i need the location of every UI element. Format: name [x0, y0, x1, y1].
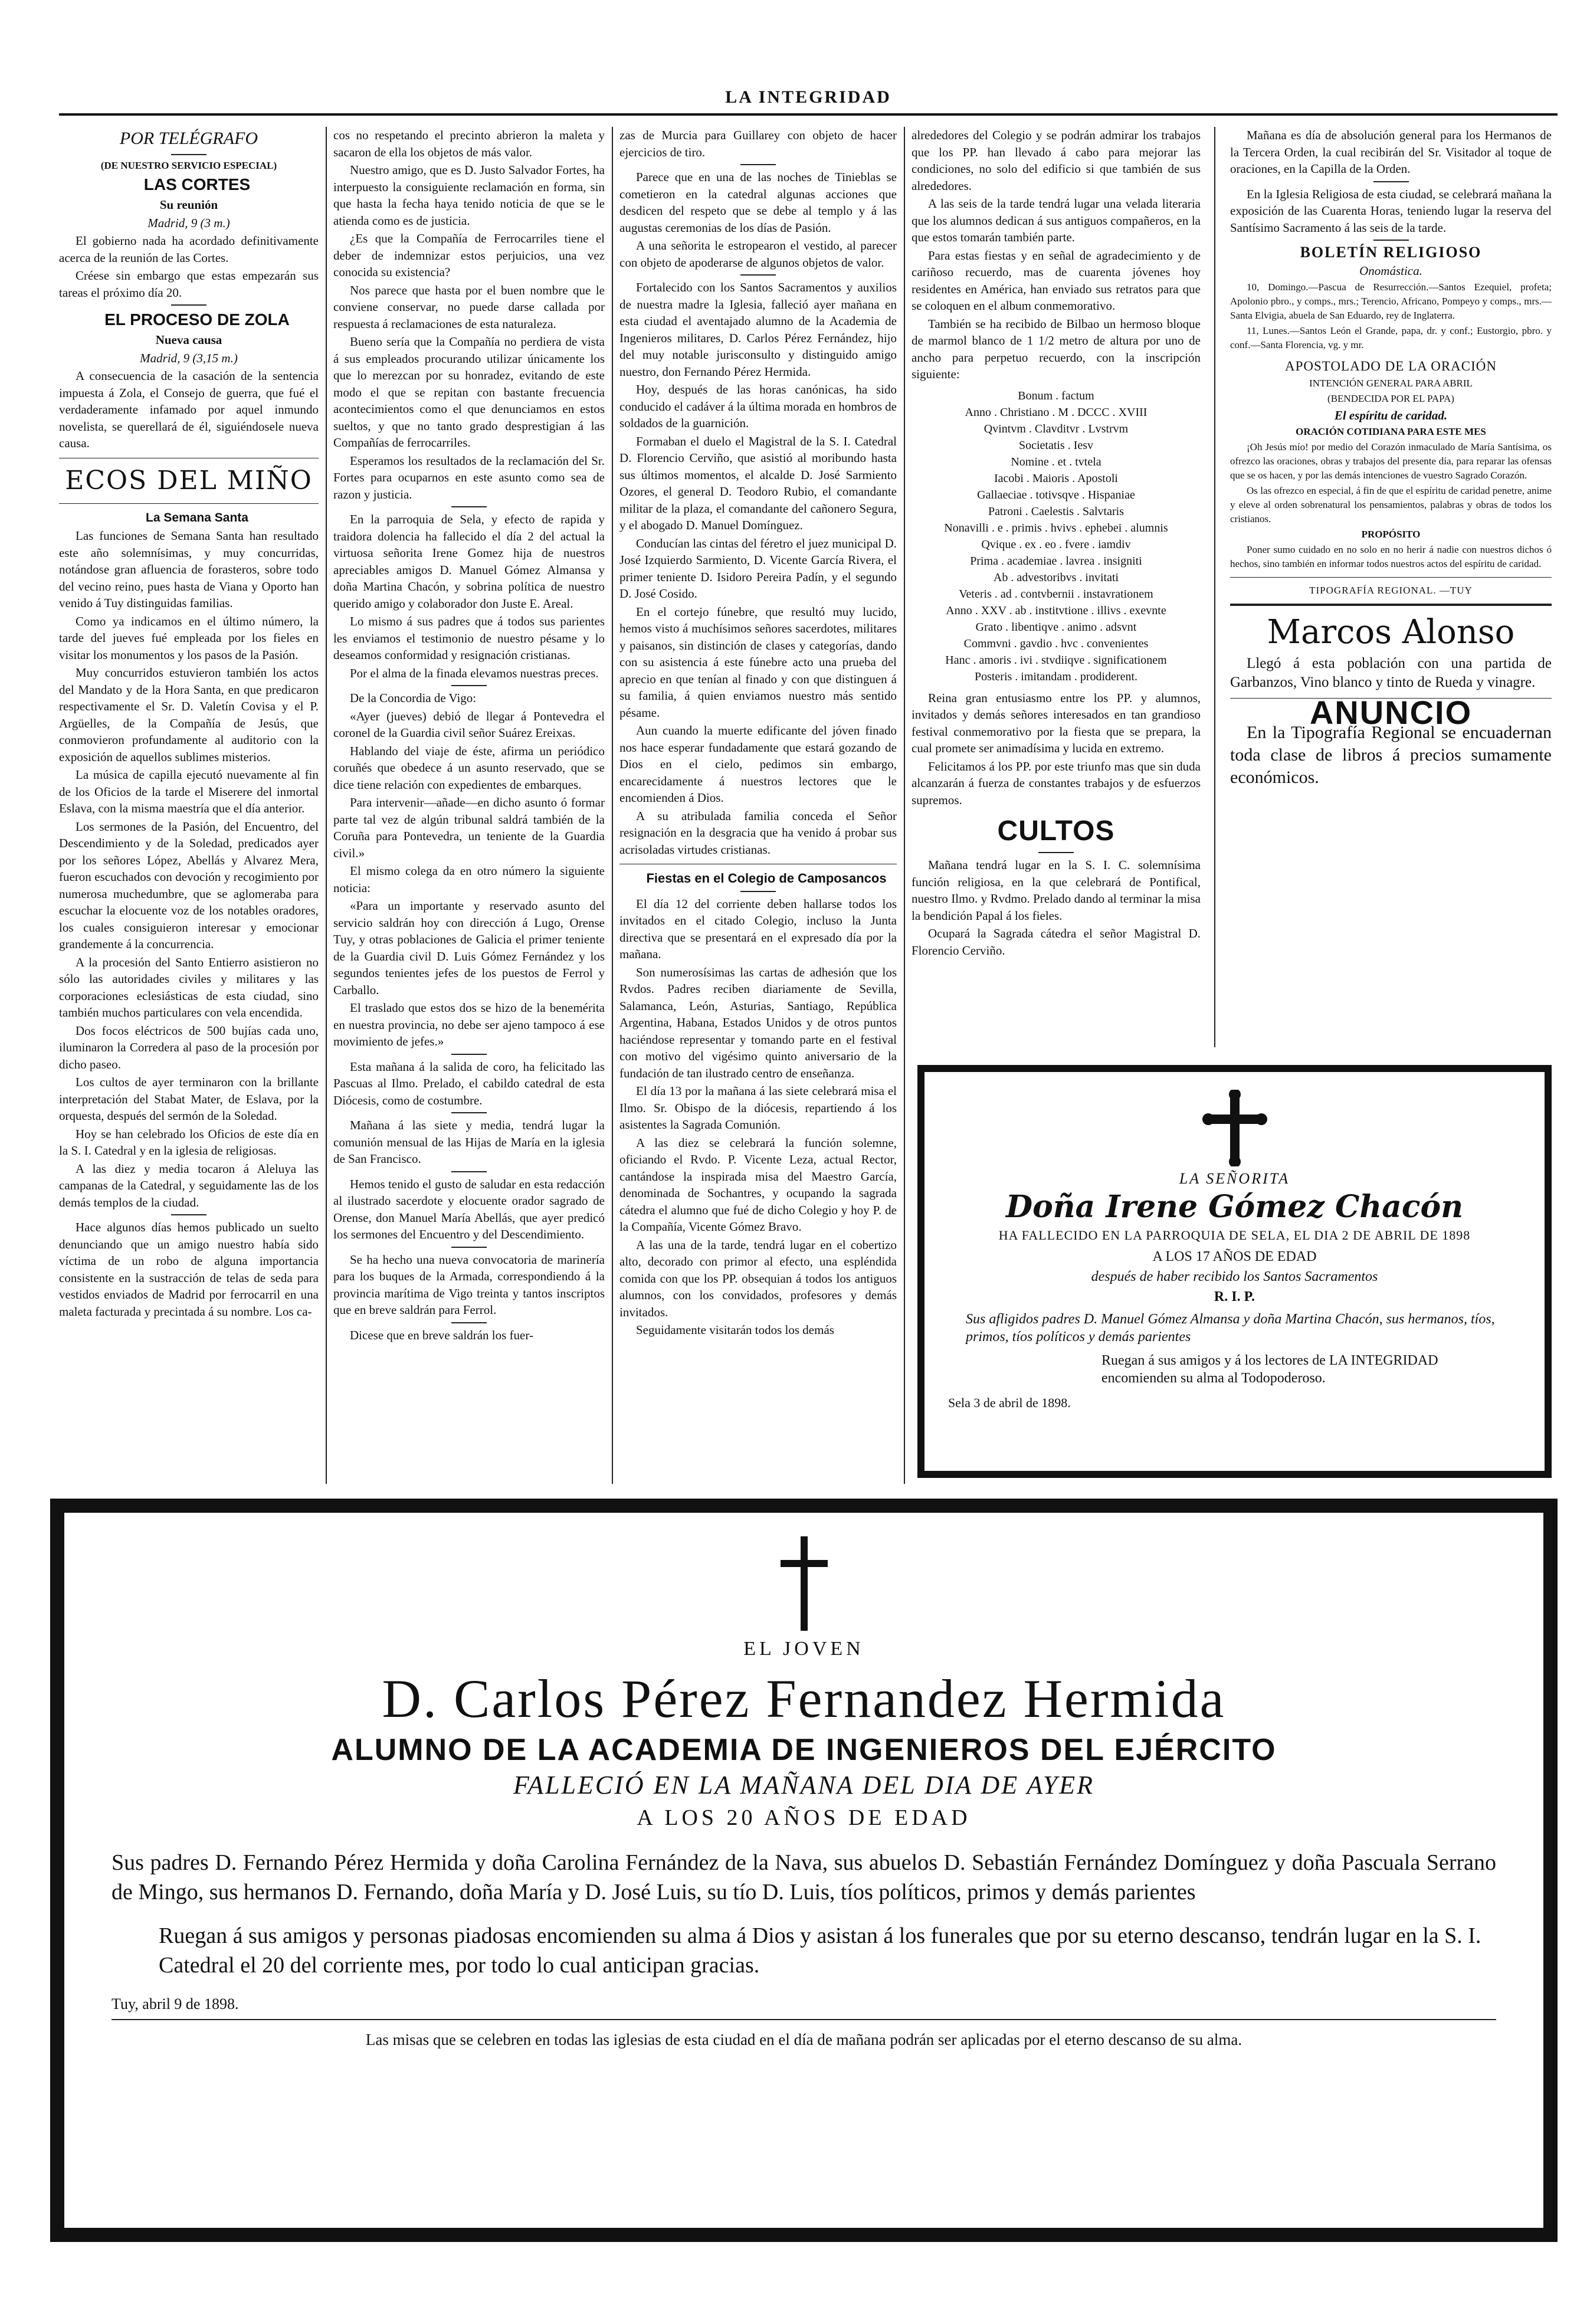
paragraph: Formaban el duelo el Magistral de la S. I. Catedral D. Florencio Cerviño, que asistió al moribundo hasta sus últimos momentos, el alcalde D. José Sarmiento Ozores, el general D. Teodoro Rubio, el comandante militar de la plaza, el comandante del cañonero Segura, y el abogado D. Manuel Domínguez. [619, 434, 897, 532]
notice-line: A LOS 20 AÑOS DE EDAD [637, 1805, 971, 1830]
inscription-line: Grato . libentiqve . animo . adsvnt [975, 620, 1137, 634]
notice-date: Sela 3 de abril de 1898. [948, 1395, 1071, 1410]
subheadline: ORACIÓN COTIDIANA PARA ESTE MES [1296, 426, 1486, 437]
paragraph: Llegó á esta población con una partida de Garbanzos, Vino blanco y tinto de Rueda y vinagre. [1230, 655, 1552, 690]
paragraph: De la Concordia de Vigo: [350, 691, 477, 705]
paragraph: Nos parece que hasta por el buen nombre que le conviene conservar, no puede darse callada por respuesta á reclamaciones de esta naturaleza. [333, 283, 605, 331]
inscription-line: Qvique . ex . eo . fvere . iamdiv [981, 537, 1131, 551]
paragraph: Para estas fiestas y en señal de agradecimiento y de cariñoso recuerdo, mas de cuarenta jóvenes hoy residentes en América, han enviado sus retratos para que se coloquen en el album conmemorativo. [912, 248, 1201, 313]
column-2 [333, 127, 605, 1484]
headline-anuncio: ANUNCIO [1309, 694, 1473, 731]
notice-family: Sus padres D. Fernando Pérez Hermida y doña Carolina Fernández de la Nava, sus abuelos D. Sebastián Fernández Domínguez y doña Pascuala Serrano de Mingo, sus hermanos D. Fernando, doña María y D. José Luis, su tío D. Luis, tíos políticos, primos y demás parientes [112, 1850, 1496, 1905]
notice-date: Tuy, abril 9 de 1898. [112, 1995, 239, 2012]
paragraph: Se ha hecho una nueva convocatoria de marinería para los buques de la Armada, correspondiendo á la provincia marítima de Vigo treinta y tantos inscriptos que en breve saldrán para Ferrol. [333, 1252, 605, 1317]
subheadline: Su reunión [159, 198, 218, 212]
paragraph: Conducían las cintas del féretro el juez municipal D. José Izquierdo Sarmiento, D. Vicente García Rivera, el primer teniente D. Isidoro Pereira Padín, y el segundo D. José Cosido. [619, 536, 897, 601]
inscription-line: Prima . academiae . lavrea . insigniti [970, 554, 1142, 568]
paragraph: A las diez se celebrará la función solemne, oficiando el Rvdo. P. Vicente Leza, actual Rector, cantándose la inspirada misa del Maestro García, denominada de Sochantres, y ocupando la sagrada cátedra el alumno que fué de dicho Colegio y hoy P. de la Compañía, Vicente Gómez Bravo. [619, 1135, 897, 1234]
death-notice-irene [917, 1065, 1552, 1478]
paragraph: A las seis de la tarde tendrá lugar una velada literaria que los alumnos dedican á sus antiguos compañeros, en la que estos tomarán también parte. [912, 196, 1201, 244]
divider [1230, 577, 1552, 578]
paragraph: Esta mañana á la salida de coro, ha felicitado las Pascuas al Ilmo. Prelado, el cabildo catedral de esta Diócesis, como de costumbre. [333, 1059, 605, 1107]
divider [451, 1171, 487, 1172]
paragraph: A las diez y media tocaron á Aleluya las campanas de la Catedral, y seguidamente las de los demás templos de la ciudad. [59, 1161, 319, 1209]
notice-line: A LOS 17 AÑOS DE EDAD [1152, 1249, 1317, 1264]
inscription-line: Commvni . gavdio . hvc . convenientes [963, 637, 1149, 650]
paragraph: A la procesión del Santo Entierro asistieron no sólo las autoridades civiles y militares y las corporaciones eclesiásticas de esta ciudad, sino también muchos particulares con vela encendida. [59, 955, 319, 1020]
headline-apostolado: APOSTOLADO DE LA ORACIÓN [1284, 359, 1497, 373]
rip-label: R. I. P. [1214, 1289, 1255, 1304]
paragraph: Poner sumo cuidado en no solo en no herir á nadie con nuestros dichos ó hechos, sino también en informar todos nuestros actos del espíritu de caridad. [1230, 544, 1552, 569]
paragraph: Hemos tenido el gusto de saludar en esta redacción al ilustrado sacerdote y elocuente orador sagrado de Orense, don Manuel María Abellás, que ayer predicó los sermones del Encuentro y del Descendimiento. [333, 1176, 605, 1241]
paragraph: Los cultos de ayer terminaron con la brillante interpretación del Stabat Mater, de Eslava, por la orquesta, después del sermón de la Soledad. [59, 1075, 319, 1123]
subheadline: (BENDECIDA POR EL PAPA) [1327, 392, 1454, 404]
paragraph: Hoy se han celebrado los Oficios de este día en la S. I. Catedral y en la iglesia de religiosas. [59, 1126, 319, 1158]
subheadline: Nueva causa [155, 333, 222, 347]
dateline: Madrid, 9 (3,15 m.) [140, 350, 238, 365]
paragraph: En el cortejo fúnebre, que resultó muy lucido, hemos visto á muchísimos señores sacerdotes, militares y paisanos, sin distinción de clases y categorías, dando con su asistencia á este fúnebre acto una prueba del aprecio en que tenían al finado y con que distinguen á su familia, á quien enviamos nuestro más sentido pésame. [619, 604, 897, 720]
inscription-line: Bonum . factum [1018, 389, 1094, 402]
paragraph: Mañana es día de absolución general para los Hermanos de la Tercera Orden, la cual recibirán del Sr. Visitador al toque de oraciones, en la Capilla de la Orden. [1230, 128, 1552, 176]
paragraph: Felicitamos á los PP. por este triunfo mas que sin duda alcanzarán á fuerza de constantes trabajos y de esfuerzos supremos. [912, 759, 1201, 807]
paragraph: 11, Lunes.—Santos León el Grande, papa, dr. y conf.; Eustorgio, pbro. y conf.—Santa Florencia, vg. y mr. [1230, 325, 1552, 350]
inscription-line: Anno . XXV . ab . institvtione . illivs . exevnte [946, 604, 1166, 617]
inscription-line: Iacobi . Maioris . Apostoli [994, 471, 1118, 485]
inscription-line: Gallaeciae . totivsqve . Hispaniae [977, 488, 1135, 501]
divider [740, 164, 776, 165]
paragraph: Las funciones de Semana Santa han resultado este año solemnísimas, y muy concurridas, notándose gran afluencia de forasteros, sobre todo del vecino reino, pues hasta de Viana y Oporto han venido á Tuy distinguidas familias. [59, 529, 319, 610]
paragraph: A las una de la tarde, tendrá lugar en el cobertizo alto, decorado con primor al efecto, una espléndida comida con que los PP. obsequian á todos los antiguos alumnos, con los convidados, profesores y demás invitados. [619, 1237, 897, 1319]
paragraph: El día 13 por la mañana á las siete celebrará misa el Ilmo. Sr. Obispo de la diócesis, repartiendo á los asistentes la Sagrada Comunión. [619, 1084, 897, 1132]
paragraph: La música de capilla ejecutó nuevamente al fin de los Oficios de la tarde el Miserere del inmortal Eslava, con la misma maestría que el día anterior. [59, 768, 319, 815]
column-4 [912, 127, 1201, 1059]
paragraph: Como ya indicamos en el último número, la tarde del jueves fué empleada por los fieles en visitar los monumentos y los pasos de la Pasión. [59, 614, 319, 662]
dateline: Madrid, 9 (3 m.) [147, 215, 230, 230]
latin-inscription [912, 388, 1201, 685]
divider [451, 1322, 487, 1323]
inscription-line: Hanc . amoris . ivi . stvdiiqve . significationem [945, 653, 1167, 667]
divider [1230, 604, 1552, 606]
headline-fiestas: Fiestas en el Colegio de Camposancos [646, 871, 887, 886]
paragraph: El gobierno nada ha acordado definitivamente acerca de la reunión de las Cortes. [59, 234, 319, 265]
paragraph: alrededores del Colegio y se podrán admirar los trabajos que los PP. han llevado á cabo para mejorar las condiciones, no solo del edificio si que también de sus alrededores. [912, 128, 1201, 193]
paragraph: Nuestro amigo, que es D. Justo Salvador Fortes, ha interpuesto la consiguiente reclamación en forma, sin que hasta la fecha haya tenido noticia de que se le atienda como es de justicia. [333, 163, 605, 228]
paragraph: Mañana tendrá lugar en la S. I. C. solemnísima función religiosa, en la que celebrará de Pontifical, nuestro Ilmo. y Rvdmo. Prelado dando al terminar la misa la bendición Papal á los fieles. [912, 858, 1201, 923]
paragraph: Reina gran entusiasmo entre los PP. y alumnos, invitados y demás señores interesados en tan grandioso festival conmemorativo por la fiesta que se prepara, la cual promete ser animadísima y lucida en extremo. [912, 690, 1201, 755]
section-heading-telegrafo: POR TELÉGRAFO [119, 129, 258, 148]
column-5 [1230, 127, 1552, 1059]
column-divider [612, 127, 613, 1484]
divider [451, 506, 487, 507]
divider [112, 2019, 1496, 2020]
newspaper-title: LA INTEGRIDAD [725, 87, 891, 107]
headline-boletin: BOLETÍN RELIGIOSO [1300, 244, 1482, 261]
imprint: TIPOGRAFÍA REGIONAL. —TUY [1309, 585, 1473, 596]
paragraph: Muy concurridos estuvieron también los actos del Mandato y de la Hora Santa, en que predicaron respectivamente el Sr. D. Valetín Covisa y el P. Argüelles, de la Compañía de Jesús, que conmovieron profundamente al auditorio con la exposición de aquellos sublimes misterios. [59, 666, 319, 764]
paragraph: Los sermones de la Pasión, del Encuentro, del Descendimiento y de la Soledad, predicados ayer por los señores López, Abellás y Alvarez Mera, fueron escuchados con devoción y recogimiento por numerosa muchedumbre, que se aglomeraba para escuchar la elocuente voz de los notables oradores, los cuales consiguieron interesar y emocionar grandemente á la concurrencia. [59, 819, 319, 951]
paragraph: Mañana á las siete y media, tendrá lugar la comunión mensual de las Hijas de María en la iglesia de San Francisco. [333, 1118, 605, 1166]
paragraph: Os las ofrezco en especial, á fin de que el espíritu de caridad penetre, anime y eleve al orden sobrenatural los pensamientos, palabras y obras de todos los cristianos. [1230, 485, 1552, 525]
paragraph: Hablando del viaje de éste, afirma un periódico coruñés que obedece á un asunto reservado, que se dice tiene relación con expedientes de embarques. [333, 743, 605, 792]
paragraph: Por el alma de la finada elevamos nuestras preces. [350, 666, 599, 680]
column-divider [904, 127, 905, 1484]
paragraph: A consecuencia de la casación de la sentencia impuesta á Zola, el Consejo de guerra, que fué el verdaderamente infamado por aquel inmundo novelista, se querellará de él, siguiéndosele nueva causa. [59, 369, 319, 450]
headline-cultos: CULTOS [997, 815, 1115, 847]
divider [1038, 852, 1074, 853]
column-1 [59, 127, 319, 1484]
column-divider [1214, 127, 1215, 1047]
paragraph: El traslado que estos dos se hizo de la benemérita en nuestra provincia, no debe ser ajeno tampoco á ese movimiento de jefes.» [333, 1001, 605, 1048]
notice-footer: Las misas que se celebren en todas las iglesias de esta ciudad en el día de mañana podrán ser aplicadas por el eterno descanso de su alma. [365, 2031, 1242, 2048]
section-heading-ecos: ECOS DEL MIÑO [65, 465, 313, 496]
paragraph: «Para un importante y reservado asunto del servicio saldrán hoy con dirección á Lugo, Orense Tuy, y otras poblaciones de Galicia el primer teniente de la Guardia civil D. Luis Gómez Fernández y los segundos tenientes jefes de los puestos de Ferrol y Carballo. [333, 899, 605, 997]
paragraph: El mismo colega da en otro número la siguiente noticia: [333, 864, 605, 895]
inscription-line: Nonavilli . e . primis . hvivs . ephebei . alumnis [944, 521, 1168, 535]
notice-name: Doña Irene Gómez Chacón [1005, 1189, 1464, 1225]
paragraph: 10, Domingo.—Pascua de Resurrección.—Santos Ezequiel, profeta; Apolonio pbro., y comps., mrs.; Terencio, Africano, Pompeyo y comps., mrs.—Santa Elvigia, abuela de San Eduardo, rey de Inglaterra. [1230, 281, 1552, 321]
paragraph: Dos focos eléctricos de 500 bujías cada uno, iluminaron la Corredera al paso de la procesión por dicho paseo. [59, 1023, 319, 1071]
headline-cortes: LAS CORTES [143, 175, 251, 194]
notice-title: LA SEÑORITA [1179, 1170, 1290, 1187]
divider [171, 304, 206, 306]
inscription-line: Anno . Christiano . M . DCCC . XVIII [965, 405, 1147, 419]
paragraph: A su atribulada familia conceda el Señor resignación en la desgracia que ha venido á probar sus acrisoladas virtudes cristianas. [619, 808, 897, 857]
divider [171, 1214, 206, 1215]
paragraph: En la Tipografía Regional se encuadernan toda clase de libros á precios sumamente económicos. [1230, 722, 1552, 787]
column-3 [619, 127, 897, 1484]
paragraph: «Ayer (jueves) debió de llegar á Pontevedra el coronel de la Guardia civil señor Suárez Ereixas. [333, 709, 605, 740]
paragraph: Son numerosísimas las cartas de adhesión que los Rvdos. Padres reciben diariamente de Sevilla, Salamanca, León, Asturias, Santiago, República Argentina, Habana, Estados Unidos y de otros puntos haciéndose representar y tomando parte en el festival con motivo del vigésimo quinto aniversario de la fundación de tan ilustrado centro de enseñanza. [619, 965, 897, 1080]
paragraph: Para intervenir—añade—en dicho asunto ó formar parte tal vez de algún tribunal saldrá también de la Coruña para Pontevedra, un teniente de la Guardia civil.» [333, 795, 605, 860]
paragraph: Fortalecido con los Santos Sacramentos y auxilios de nuestra madre la Iglesia, falleció ayer mañana en esta ciudad el aventajado alumno de la Academia de Ingenieros militares, D. Carlos Pérez Fernández, hijo del muy notable jurisconsulto y distinguido amigo nuestro, don Fernando Pérez Hermida. [619, 280, 897, 379]
paragraph: Parece que en una de las noches de Tinieblas se cometieron en la catedral algunas acciones que desdicen del respeto que se debe al templo y á las augustas ceremonias de los días de Pasión. [619, 170, 897, 235]
subheadline: Onomástica. [1359, 263, 1422, 278]
paragraph: También se ha recibido de Bilbao un hermoso bloque de marmol blanco de 1 1/2 metro de altura por uno de ancho para perpetuo recuerdo, con la inscripción siguiente: [912, 316, 1201, 381]
divider [171, 154, 206, 155]
headline-zola: EL PROCESO DE ZOLA [104, 310, 290, 329]
notice-name: D. Carlos Pérez Fernandez Hermida [382, 1669, 1226, 1729]
paragraph: Créese sin embargo que estas empezarán sus tareas el próximo día 20. [59, 268, 319, 300]
notice-request: Ruegan á sus amigos y á los lectores de LA INTEGRIDAD encomienden su alma al Todopoderoso. [1101, 1353, 1438, 1386]
paragraph: Seguidamente visitarán todos los demás [636, 1323, 834, 1337]
masthead-rule [59, 113, 1558, 116]
notice-line: HA FALLECIDO EN LA PARROQUIA DE SELA, EL DIA 2 DE ABRIL DE 1898 [998, 1228, 1471, 1243]
paragraph: zas de Murcia para Guillarey con objeto de hacer ejercicios de tiro. [619, 128, 897, 159]
divider [451, 1247, 487, 1248]
notice-family: Sus afligidos padres D. Manuel Gómez Almansa y doña Martina Chacón, sus hermanos, tíos, primos, tíos políticos y demás parientes [966, 1312, 1495, 1345]
paragraph: Lo mismo á sus padres que á todos sus parientes les enviamos el testimonio de nuestro pésame y lo deseamos conformidad y resignación cristianas. [333, 614, 605, 662]
notice-title: EL JOVEN [743, 1638, 864, 1660]
inscription-line: Veteris . ad . contvbernii . instavrationem [959, 587, 1153, 601]
inscription-line: Ab . advestoribvs . invitati [993, 571, 1119, 584]
divider [740, 274, 776, 276]
paragraph: Aun cuando la muerte edificante del jóven finado nos hace esperar fundadamente que estará gozando de Dios en el cielo, pedimos sin embargo, encarecidamente á nuestros lectores que le encomienden á Dios. [619, 723, 897, 805]
cross-icon [778, 1536, 831, 1631]
inscription-line: Societatis . Iesv [1018, 438, 1094, 452]
divider [740, 891, 776, 892]
column-divider [326, 127, 327, 1484]
paragraph: Ocupará la Sagrada cátedra el señor Magistral D. Florencio Cerviño. [912, 926, 1201, 958]
notice-request: Ruegan á sus amigos y personas piadosas encomienden su alma á Dios y asistan á los funerales que por su eterno descanso, tendrán lugar en la S. I. Catedral el 20 del corriente mes, por todo lo cual anticipan gracias. [159, 1923, 1481, 1978]
divider [1373, 240, 1409, 241]
inscription-line: Qvintvm . Clavditvr . Lvstrvm [983, 422, 1129, 435]
notice-line: después de haber recibido los Santos Sacramentos [1091, 1269, 1378, 1284]
paragraph: Dicese que en breve saldrán los fuer- [350, 1327, 533, 1342]
paragraph: Hoy, después de las horas canónicas, ha sido conducido el cadáver á la última morada en hombros de soldados de la guarnición. [619, 382, 897, 430]
subheadline: PROPÓSITO [1361, 529, 1421, 540]
paragraph: ¡Oh Jesús mío! por medio del Corazón inmaculado de María Santísima, os ofrezco las oraciones, obras y trabajos del presente día, para reparar las ofensas que se os hacen, y por las demás intenciones de vuestro Sagrado Corazón. [1230, 441, 1552, 481]
inscription-line: Posteris . imitandam . prodiderent. [974, 670, 1138, 683]
paragraph: Esperamos los resultados de la reclamación del Sr. Fortes para ocuparnos en este asunto como sea de razon y justicia. [333, 453, 605, 501]
paragraph: En la Iglesia Religiosa de esta ciudad, se celebrará mañana la exposición de las Cuarenta Horas, teniendo lugar la reserva del Santísimo Sacramento á las seis de la tarde. [1230, 186, 1552, 235]
divider [451, 1054, 487, 1055]
divider [451, 685, 487, 686]
ornate-cross-icon [1202, 1090, 1267, 1166]
divider [1373, 181, 1409, 182]
notice-line: ALUMNO DE LA ACADEMIA DE INGENIEROS DEL EJÉRCITO [331, 1733, 1277, 1767]
subheadline: La Semana Santa [146, 510, 248, 525]
paragraph: En la parroquia de Sela, y efecto de rapida y traidora dolencia ha fallecido el día 2 del actual la virtuosa señorita Irene Gomez hija de nuestros apreciables amigos D. Manuel Gómez Almansa y doña Martina Chacón, y sobrina política de nuestro querido amigo y colaborador don Juste E. Areal. [333, 512, 605, 611]
paragraph: cos no respetando el precinto abrieron la maleta y sacaron de ella los objetos de más valor. [333, 128, 605, 159]
paragraph: El día 12 del corriente deben hallarse todos los invitados en el citado Colegio, incluso la Junta directiva que se presentará en el expresado día por la mañana. [619, 896, 897, 961]
divider [59, 503, 319, 504]
paragraph: A una señorita le estropearon el vestido, al parecer con objeto de apoderarse de algunos objetos de valor. [619, 238, 897, 270]
ad-marcos-alonso: Marcos Alonso [1267, 613, 1515, 651]
inscription-line: Nomine . et . tvtela [1011, 455, 1101, 468]
paragraph: Bueno sería que la Compañía no perdiera de vista á sus empleados procurando utilizar únicamente los que lo merezcan por su honradez, evitando de este modo el que se repitan con bastante frecuencia acontecimientos como el que denunciamos en estos sueltos, y que no tanto grado desprestigian á las Compañías de ferrocarriles. [333, 335, 605, 450]
subheadline: INTENCIÓN GENERAL PARA ABRIL [1309, 377, 1473, 389]
masthead [59, 83, 1558, 118]
divider [451, 1112, 487, 1113]
notice-line: FALLECIÓ EN LA MAÑANA DEL DIA DE AYER [513, 1771, 1094, 1799]
inscription-line: Patroni . Caelestis . Salvtaris [988, 504, 1124, 518]
paragraph: ¿Es que la Compañía de Ferrocarriles tiene el deber de indemnizar estos perjuicios, una vez conocida su existencia? [333, 231, 605, 279]
death-notice-carlos [50, 1499, 1558, 2242]
paragraph: Hace algunos días hemos publicado un suelto denunciando que un amigo nuestro había sido víctima de un robo de alguna importancia consistente en la sustracción de telas de seda para vestidos enviados de Madrid por ferrocarril en una maleta facturada y precintada á su nombre. Los ca- [59, 1220, 319, 1319]
subheadline: El espíritu de caridad. [1334, 408, 1448, 422]
section-subheading: (DE NUESTRO SERVICIO ESPECIAL) [100, 160, 277, 171]
